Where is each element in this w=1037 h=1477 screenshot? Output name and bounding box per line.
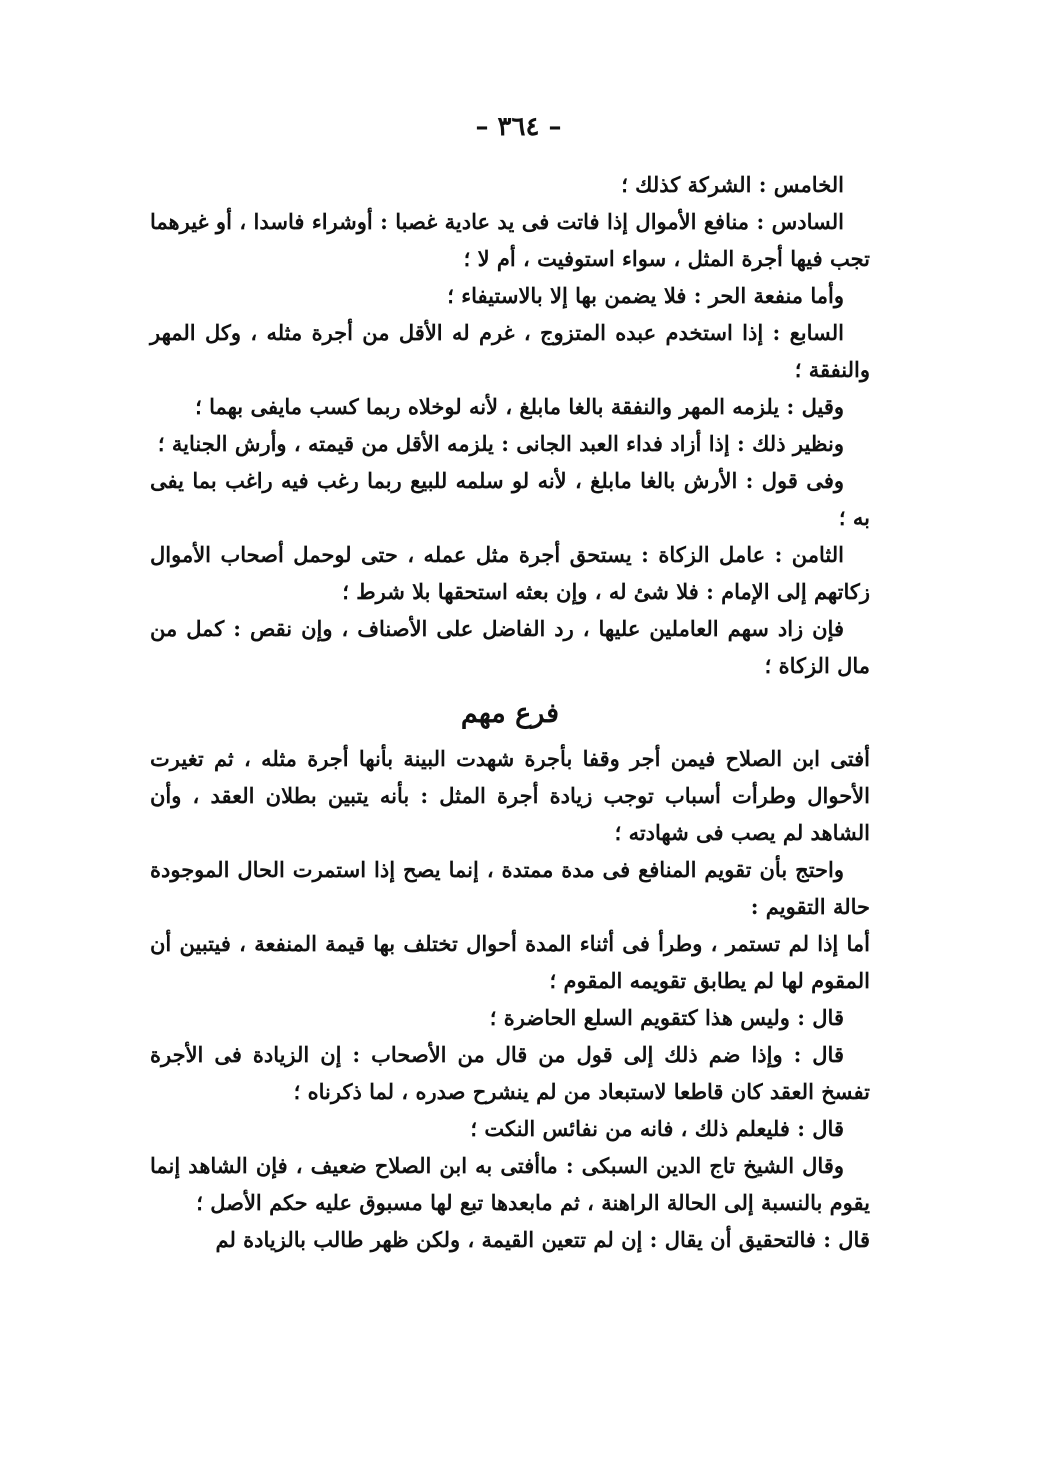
paragraph: فإن زاد سهم العاملين عليها ، رد الفاضل على الأصناف ، وإن نقص : كمل من مال الزكاة ؛ xyxy=(150,616,870,678)
paragraph: وفى قول : الأرش بالغا مابلغ ، لأنه لو سلمه للبيع ربما رغب فيه راغب بما يفى به ؛ xyxy=(150,468,870,530)
paragraph: قال : فالتحقيق أن يقال : إن لم تتعين القيمة ، ولكن ظهر طالب بالزيادة لم xyxy=(215,1227,870,1252)
paragraph: وقيل : يلزمه المهر والنفقة بالغا مابلغ ، لأنه لوخلاه ربما كسب مايفى بهما ؛ xyxy=(195,394,844,419)
paragraph: واحتج بأن تقويم المنافع فى مدة ممتدة ، إنما يصح إذا استمرت الحال الموجودة حالة التقويم : xyxy=(150,857,870,919)
paragraphs-bottom xyxy=(150,740,870,1258)
paragraphs-top xyxy=(150,166,870,684)
page-number: – ٣٦٤ – xyxy=(475,112,562,142)
paragraph: وقال الشيخ تاج الدين السبكى : ماأفتى به ابن الصلاح ضعيف ، فإن الشاهد إنما يقوم بالنسبة إلى الحالة الراهنة ، ثم مابعدها تبع لها مسبوق عليه حكم الأصل ؛ xyxy=(150,1153,870,1215)
paragraph: السابع : إذا استخدم عبده المتزوج ، غرم له الأقل من أجرة مثله ، وكل المهر والنفقة ؛ xyxy=(150,320,870,382)
paragraph: السادس : منافع الأموال إذا فاتت فى يد عادية غصبا : أوشراء فاسدا ، أو غيرهما تجب فيها أجرة المثل ، سواء استوفيت ، أم لا ؛ xyxy=(150,209,870,271)
main-text xyxy=(150,166,870,1258)
paragraph: أفتى ابن الصلاح فيمن أجر وقفا بأجرة شهدت البينة بأنها أجرة مثله ، ثم تغيرت الأحوال وطرأت أسباب توجب زيادة أجرة المثل : بأنه يتبين بطلان العقد ، وأن الشاهد لم يصب فى شهادته ؛ xyxy=(150,746,870,845)
paragraph: الخامس : الشركة كذلك ؛ xyxy=(621,172,844,197)
paragraph: قال : وإذا ضم ذلك إلى قول من قال من الأصحاب : إن الزيادة فى الأجرة تفسخ العقد كان قاطعا لاستبعاد من لم ينشرح صدره ، لما ذكرناه ؛ xyxy=(150,1042,870,1104)
paragraph: قال : وليس هذا كتقويم السلع الحاضرة ؛ xyxy=(489,1005,844,1030)
paragraph: الثامن : عامل الزكاة : يستحق أجرة مثل عمله ، حتى لوحمل أصحاب الأموال زكاتهم إلى الإمام : فلا شئ له ، وإن بعثه استحقها بلا شرط ؛ xyxy=(150,542,870,604)
paragraph: أما إذا لم تستمر ، وطرأ فى أثناء المدة أحوال تختلف بها قيمة المنفعة ، فيتبين أن المقوم لها لم يطابق تقويمه المقوم ؛ xyxy=(150,931,870,993)
paragraph: ونظير ذلك : إذا أزاد فداء العبد الجانى : يلزمه الأقل من قيمته ، وأرش الجناية ؛ xyxy=(157,431,844,456)
paragraph: وأما منفعة الحر : فلا يضمن بها إلا بالاستيفاء ؛ xyxy=(447,283,844,308)
section-heading: فرع مهم xyxy=(460,698,560,729)
paragraph: قال : فليعلم ذلك ، فانه من نفائس النكت ؛ xyxy=(470,1116,844,1141)
